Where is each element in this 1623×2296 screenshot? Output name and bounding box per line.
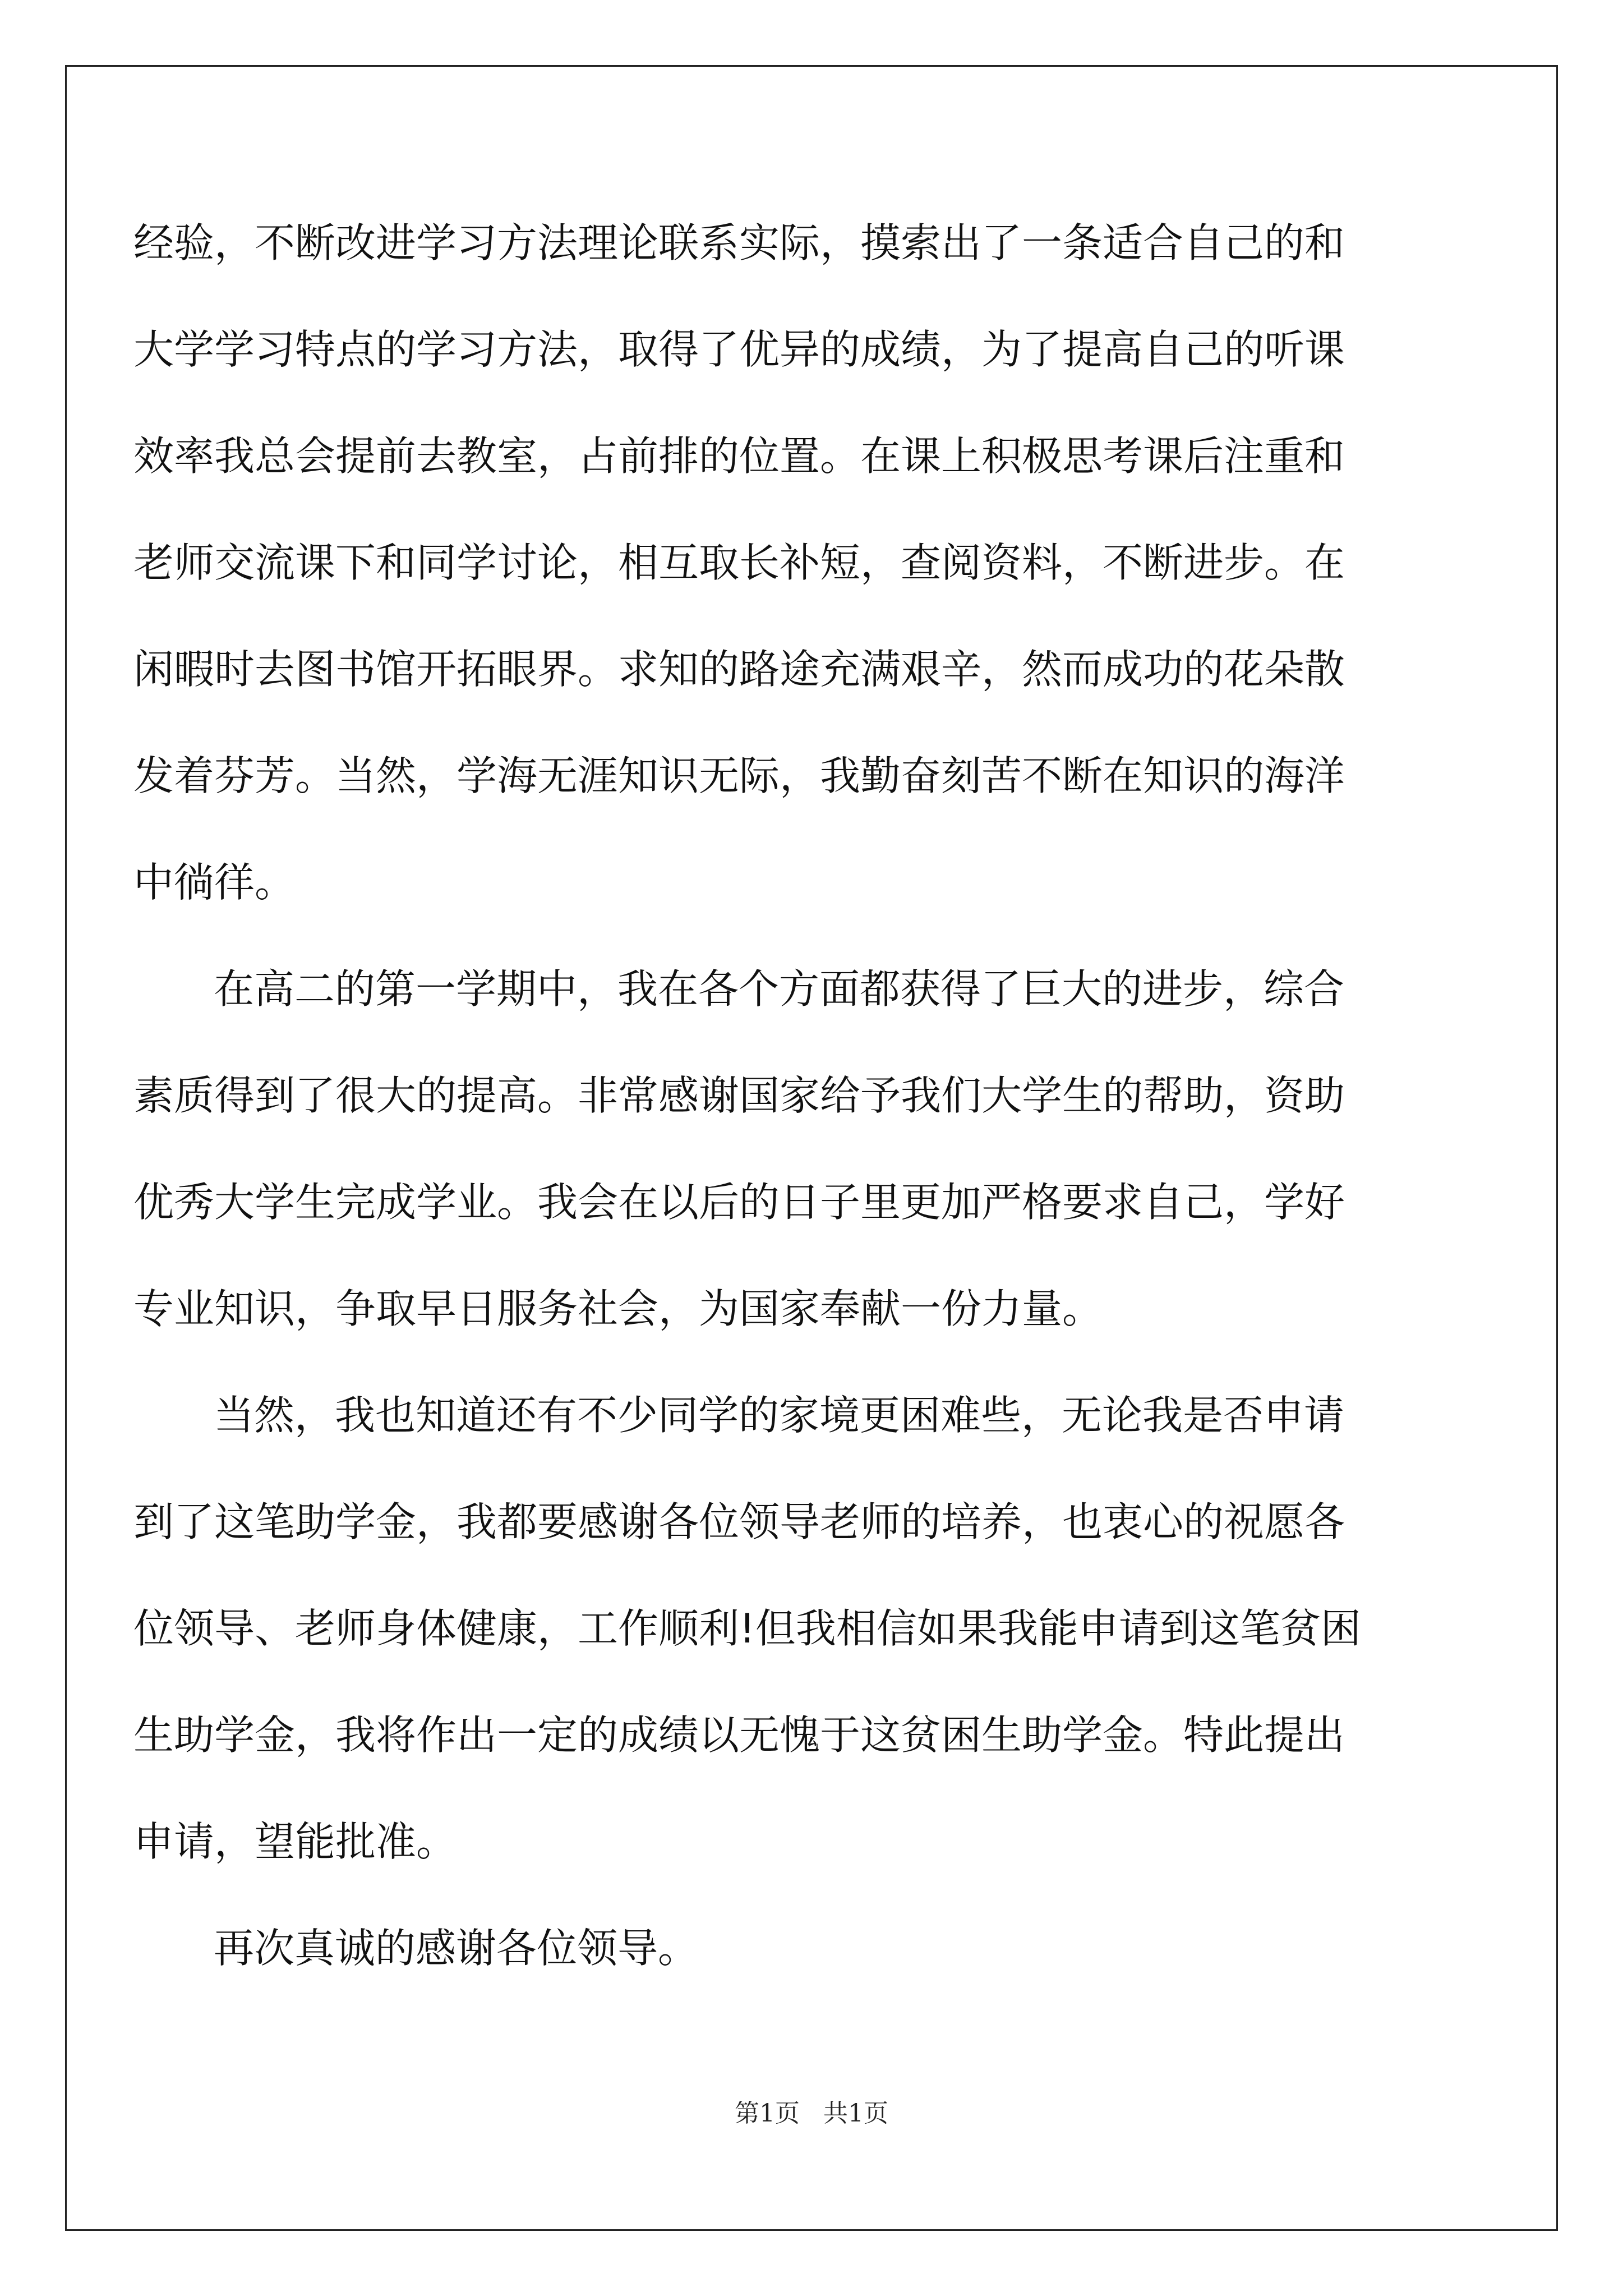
paragraph-2 — [133, 960, 1489, 1386]
text-line: 再次真诚的感谢各位领导。 — [214, 1925, 699, 1972]
text-line: 素质得到了很大的提高。非常感谢国家给予我们大学生的帮助，资助 — [133, 1072, 1345, 1119]
text-line: 在高二的第一学期中，我在各个方面都获得了巨大的进步，综合 — [214, 965, 1345, 1013]
text-line: 大学学习特点的学习方法，取得了优异的成绩，为了提高自己的听课 — [133, 326, 1345, 373]
text-line: 到了这笔助学金，我都要感谢各位领导老师的培养，也衷心的祝愿各 — [133, 1498, 1345, 1545]
page-number-footer: 第1页 共1页 — [735, 2099, 888, 2128]
text-line: 专业知识，争取早日服务社会，为国家奉献一份力量。 — [133, 1285, 1103, 1332]
text-line: 经验，不断改进学习方法理论联系实际，摸索出了一条适合自己的和 — [133, 219, 1345, 266]
text-line: 当然，我也知道还有不少同学的家境更困难些，无论我是否申请 — [214, 1392, 1345, 1439]
text-line: 老师交流课下和同学讨论，相互取长补短，查阅资料，不断进步。在 — [133, 539, 1345, 586]
text-line: 中徜徉。 — [133, 859, 296, 906]
paragraph-4 — [133, 1919, 1489, 2026]
text-line: 位领导、老师身体健康，工作顺利!但我相信如果我能申请到这笔贫困 — [133, 1605, 1361, 1652]
document-body — [133, 214, 1489, 2026]
text-line: 发着芬芳。当然，学海无涯知识无际，我勤奋刻苦不断在知识的海洋 — [133, 752, 1345, 799]
text-line: 闲暇时去图书馆开拓眼界。求知的路途充满艰辛，然而成功的花朵散 — [133, 646, 1345, 693]
text-line: 效率我总会提前去教室，占前排的位置。在课上积极思考课后注重和 — [133, 432, 1345, 480]
text-line: 申请，望能批准。 — [133, 1818, 457, 1865]
text-line: 生助学金，我将作出一定的成绩以无愧于这贫困生助学金。特此提出 — [133, 1711, 1345, 1759]
paragraph-3 — [133, 1386, 1489, 1919]
paragraph-1 — [133, 214, 1489, 960]
text-line: 优秀大学生完成学业。我会在以后的日子里更加严格要求自己，学好 — [133, 1179, 1345, 1226]
